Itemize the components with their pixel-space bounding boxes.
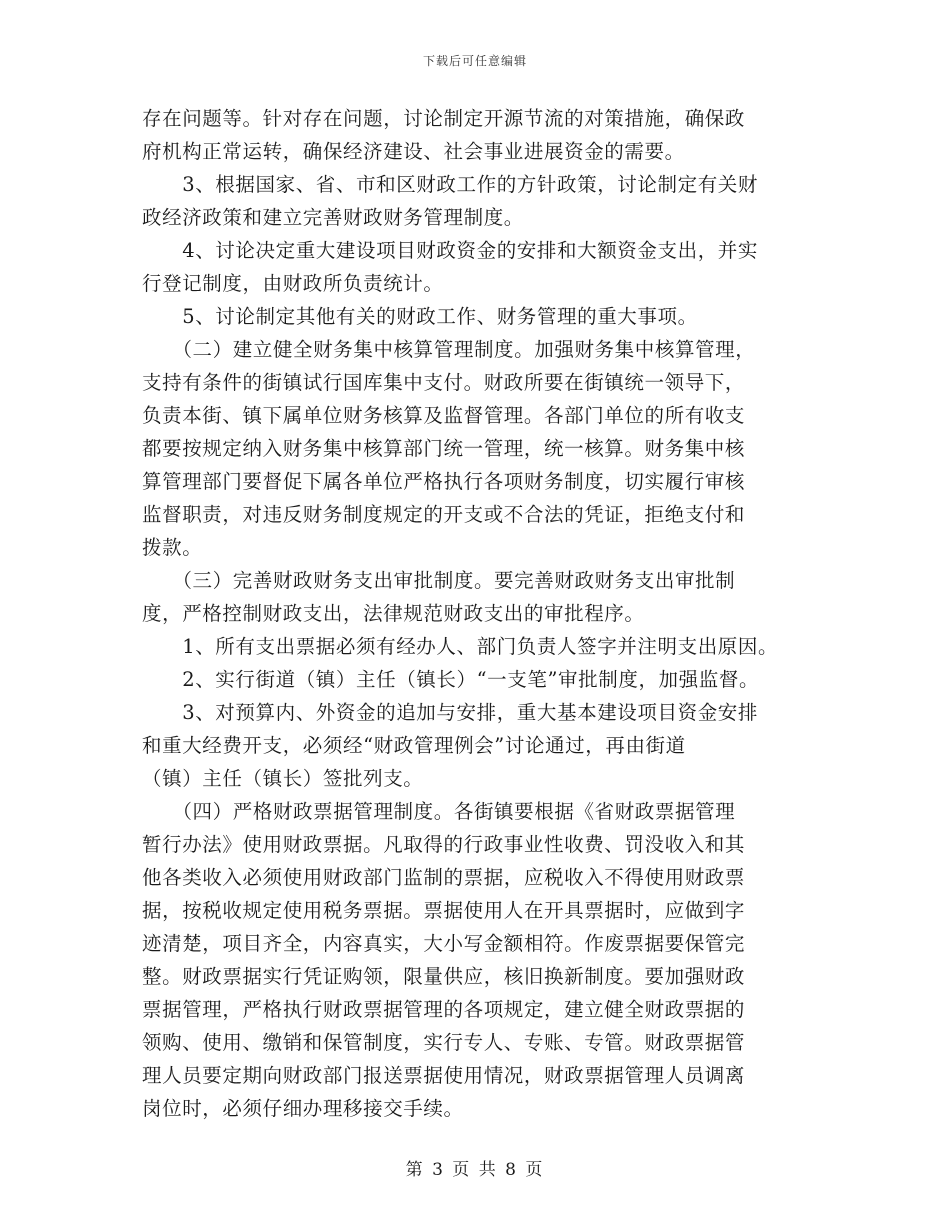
text-line: 度，严格控制财政支出，法律规范财政支出的审批程序。: [142, 602, 645, 625]
text-line: 4、讨论决定重大建设项目财政资金的安排和大额资金支出，并实: [142, 239, 759, 262]
text-line: 存在问题等。针对存在问题，讨论制定开源节流的对策措施，确保政: [142, 107, 746, 130]
text-line: （镇）主任（镇长）签批列支。: [142, 767, 424, 790]
text-line: 岗位时，必须仔细办理移接交手续。: [142, 1097, 464, 1120]
text-line: 据，按税收规定使用税务票据。票据使用人在开具票据时，应做到字: [142, 899, 746, 922]
text-line: 和重大经费开支，必须经“财政管理例会”讨论通过，再由街道: [142, 734, 686, 757]
text-line: 支持有条件的街镇试行国库集中支付。财政所要在街镇统一领导下，: [142, 371, 746, 394]
text-line: 算管理部门要督促下属各单位严格执行各项财务制度，切实履行审核: [142, 470, 746, 493]
text-line: 票据管理，严格执行财政票据管理的各项规定，建立健全财政票据的: [142, 998, 746, 1021]
page-number-footer: 第 3 页 共 8 页: [405, 1160, 545, 1180]
text-line: 都要按规定纳入财务集中核算部门统一管理，统一核算。财务集中核: [142, 437, 746, 460]
text-line: 整。财政票据实行凭证购领，限量供应，核旧换新制度。要加强财政: [142, 965, 746, 988]
text-line: 他各类收入必须使用财政部门监制的票据，应税收入不得使用财政票: [142, 866, 746, 889]
text-line: （三）完善财政财务支出审批制度。要完善财政财务支出审批制: [142, 569, 736, 592]
text-line: （二）建立健全财务集中核算管理制度。加强财务集中核算管理，: [142, 338, 756, 361]
text-line: 5、讨论制定其他有关的财政工作、财务管理的重大事项。: [142, 305, 698, 328]
text-line: 行登记制度，由财政所负责统计。: [142, 272, 444, 295]
text-line: 理人员要定期向财政部门报送票据使用情况，财政票据管理人员调离: [142, 1064, 746, 1087]
text-line: 领购、使用、缴销和保管制度，实行专人、专账、专管。财政票据管: [142, 1031, 746, 1054]
text-line: 迹清楚，项目齐全，内容真实，大小写金额相符。作废票据要保管完: [142, 932, 746, 955]
text-line: 3、对预算内、外资金的追加与安排，重大基本建设项目资金安排: [142, 701, 759, 724]
document-body: [142, 102, 812, 1125]
text-line: 1、所有支出票据必须有经办人、部门负责人签字并注明支出原因。: [142, 635, 779, 658]
text-line: 负责本街、镇下属单位财务核算及监督管理。各部门单位的所有收支: [142, 404, 746, 427]
text-line: 府机构正常运转，确保经济建设、社会事业进展资金的需要。: [142, 140, 685, 163]
text-line: 3、根据国家、省、市和区财政工作的方针政策，讨论制定有关财: [142, 173, 759, 196]
text-line: 暂行办法》使用财政票据。凡取得的行政事业性收费、罚没收入和其: [142, 833, 746, 856]
text-line: （四）严格财政票据管理制度。各街镇要根据《省财政票据管理: [142, 800, 736, 823]
text-line: 2、实行街道（镇）主任（镇长）“一支笔”审批制度，加强监督。: [142, 668, 760, 691]
text-line: 监督职责，对违反财务制度规定的开支或不合法的凭证，拒绝支付和: [142, 503, 746, 526]
text-line: 拨款。: [142, 536, 203, 559]
page-header: 下载后可任意编辑: [422, 54, 527, 68]
text-line: 政经济政策和建立完善财政财务管理制度。: [142, 206, 524, 229]
